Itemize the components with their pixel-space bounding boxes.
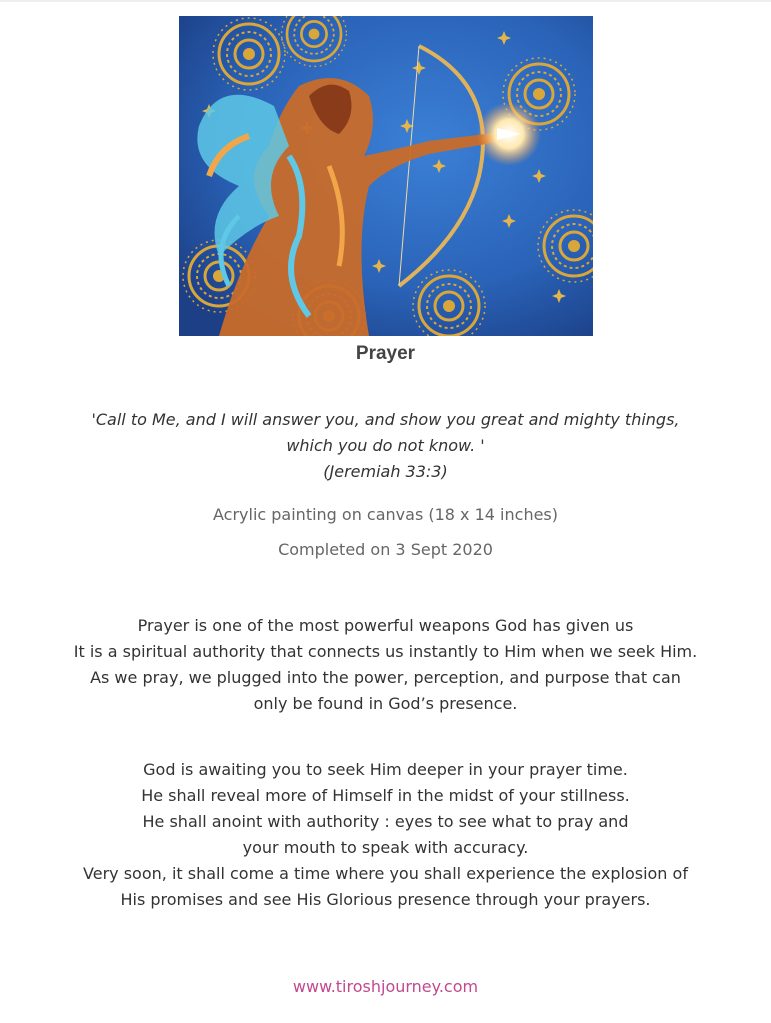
paragraph-line: God is awaiting you to seek Him deeper in your prayer time. bbox=[143, 760, 628, 779]
painting-image[interactable] bbox=[179, 16, 593, 336]
website-link[interactable]: www.tiroshjourney.com bbox=[292, 977, 479, 996]
description-paragraph-2 bbox=[0, 757, 771, 913]
paragraph-line: He shall reveal more of Himself in the midst of your stillness. bbox=[141, 786, 630, 805]
paragraph-line: your mouth to speak with accuracy. bbox=[242, 838, 529, 857]
paragraph-line: Very soon, it shall come a time where you shall experience the explosion of bbox=[83, 864, 688, 883]
paragraph-line: Prayer is one of the most powerful weapons God has given us bbox=[137, 616, 634, 635]
quote-reference: (Jeremiah 33:3) bbox=[323, 462, 448, 481]
paragraph-line: He shall anoint with authority : eyes to see what to pray and bbox=[142, 812, 629, 831]
paragraph-line: His promises and see His Glorious presence through your prayers. bbox=[120, 890, 651, 909]
description-paragraph-1 bbox=[0, 613, 771, 717]
paragraph-line: As we pray, we plugged into the power, perception, and purpose that can bbox=[90, 668, 681, 687]
quote-line: which you do not know. ' bbox=[286, 436, 485, 455]
painting-title: Prayer bbox=[355, 343, 416, 364]
completion-date: Completed on 3 Sept 2020 bbox=[278, 540, 493, 559]
painting-medium: Acrylic painting on canvas (18 x 14 inches) bbox=[212, 505, 558, 524]
top-divider bbox=[0, 0, 771, 2]
scripture-quote bbox=[0, 407, 771, 485]
paragraph-line: It is a spiritual authority that connects us instantly to Him when we seek Him. bbox=[73, 642, 698, 661]
paragraph-line: only be found in God’s presence. bbox=[253, 694, 518, 713]
quote-line: 'Call to Me, and I will answer you, and show you great and mighty things, bbox=[91, 410, 680, 429]
